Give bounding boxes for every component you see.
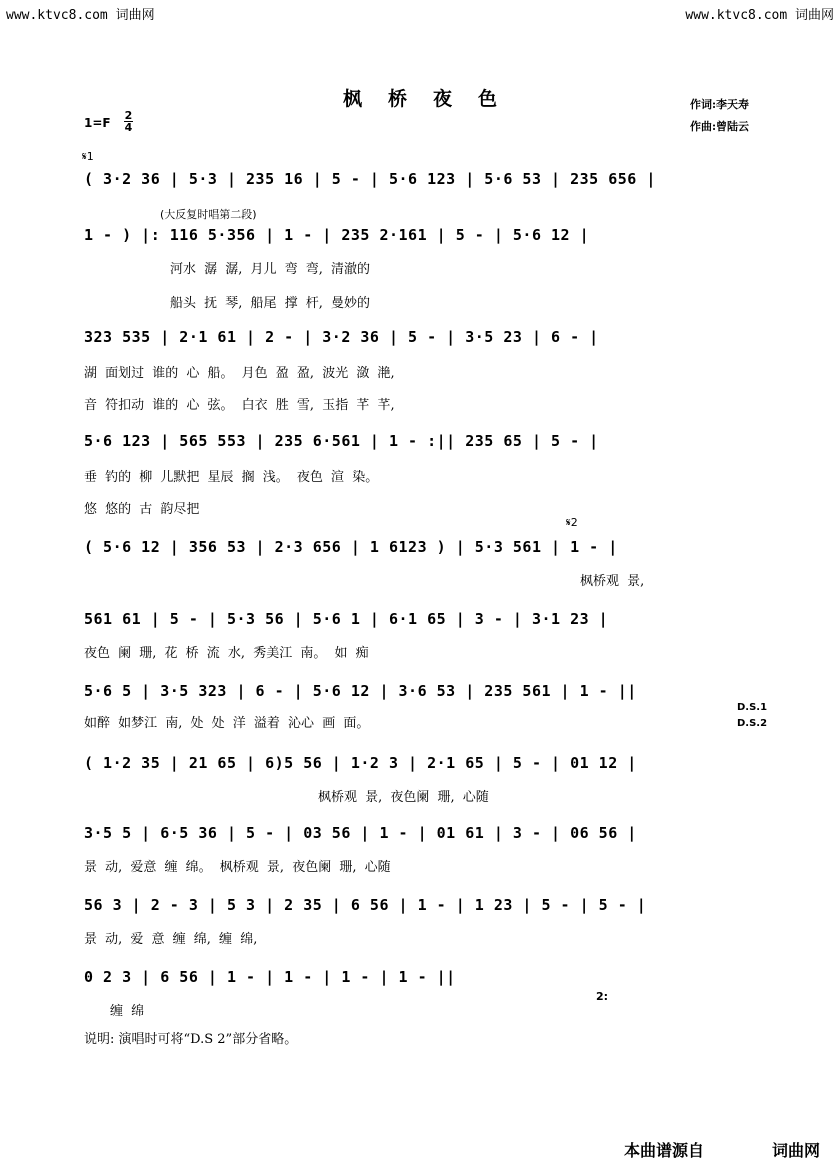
ds-1-mark: D.S.1 (737, 702, 768, 713)
lyrics-verse1-line-2: 河水 潺 潺, 月儿 弯 弯, 清澈的 (170, 262, 371, 277)
lyrics-line-11: 缠 绵 (110, 1004, 145, 1019)
notation-line-2: 1 - ) |: 116 5·356 | 1 - | 235 2·161 | 5 - | 5·6 12 | (84, 226, 590, 244)
lyrics-line-7: 如醉 如梦江 南, 处 处 洋 溢着 沁心 画 面。 (84, 716, 370, 731)
notation-line-5: ( 5·6 12 | 356 53 | 2·3 656 | 1 6123 ) | 5·3 561 | 1 - | (84, 538, 618, 556)
lyrics-verse1-line-4: 垂 钓的 柳 儿默把 星辰 搁 浅。 夜色 渲 染。 (84, 470, 379, 485)
lyrics-verse2-line-3: 音 符扣动 谁的 心 弦。 白衣 胜 雪, 玉指 芊 芊, (84, 398, 395, 413)
lyrics-line-10: 景 动, 爱 意 缠 绵, 缠 绵, (84, 932, 258, 947)
composer-credit: 作曲:曾陆云 (690, 120, 750, 133)
key-signature: 1=F (84, 116, 111, 130)
notation-line-4: 5·6 123 | 565 553 | 235 6·561 | 1 - :|| 235 65 | 5 - | (84, 432, 599, 450)
lyrics-line-5: 枫桥观 景, (580, 574, 645, 589)
notation-line-6: 561 61 | 5 - | 5·3 56 | 5·6 1 | 6·1 65 | 3 - | 3·1 23 | (84, 610, 609, 628)
lyricist-credit: 作词:李天寿 (690, 98, 750, 111)
time-signature-top: 2 (124, 109, 133, 122)
notation-line-10: 56 3 | 2 - 3 | 5 3 | 2 35 | 6 56 | 1 - | 1 23 | 5 - | 5 - | (84, 896, 647, 914)
repeat-instruction: (大反复时唱第二段) (160, 208, 257, 221)
song-title: 枫桥夜色 (342, 88, 523, 110)
notation-line-9: 3·5 5 | 6·5 36 | 5 - | 03 56 | 1 - | 01 61 | 3 - | 06 56 | (84, 824, 637, 842)
page-marker: 2: (596, 990, 609, 1003)
explanation-note: 说明: 演唱时可将“D.S 2”部分省略。 (84, 1032, 298, 1047)
lyrics-line-9: 景 动, 爱意 缠 绵。 枫桥观 景, 夜色阑 珊, 心随 (84, 860, 391, 875)
watermark-right: www.ktvc8.com 词曲网 (685, 8, 834, 23)
notation-line-8: ( 1·2 35 | 21 65 | 6)5 56 | 1·2 3 | 2·1 65 | 5 - | 01 12 | (84, 754, 637, 772)
segno-1-mark: 𝄋1 (82, 150, 94, 163)
footer-site-link[interactable]: 词曲网 (772, 1143, 821, 1160)
lyrics-verse2-line-2: 船头 抚 琴, 船尾 撑 杆, 曼妙的 (170, 296, 371, 311)
segno-2-mark: 𝄋2 (566, 516, 578, 529)
footer-source-label: 本曲谱源自 (624, 1143, 705, 1160)
lyrics-line-8: 枫桥观 景, 夜色阑 珊, 心随 (318, 790, 489, 805)
ds-2-mark: D.S.2 (737, 718, 768, 729)
lyrics-verse2-line-4: 悠 悠的 古 韵尽把 (84, 502, 200, 517)
notation-line-1: ( 3·2 36 | 5·3 | 235 16 | 5 - | 5·6 123 | 5·6 53 | 235 656 | (84, 170, 656, 188)
watermark-left: www.ktvc8.com 词曲网 (6, 8, 155, 23)
lyrics-line-6: 夜色 阑 珊, 花 桥 流 水, 秀美江 南。 如 痴 (84, 646, 369, 661)
lyrics-verse1-line-3: 湖 面划过 谁的 心 船。 月色 盈 盈, 波光 潋 滟, (84, 366, 395, 381)
time-signature (124, 110, 133, 133)
notation-line-11: 0 2 3 | 6 56 | 1 - | 1 - | 1 - | 1 - || (84, 968, 456, 986)
time-signature-bottom: 4 (124, 121, 133, 134)
notation-line-3: 323 535 | 2·1 61 | 2 - | 3·2 36 | 5 - | 3·5 23 | 6 - | (84, 328, 599, 346)
notation-line-7: 5·6 5 | 3·5 323 | 6 - | 5·6 12 | 3·6 53 | 235 561 | 1 - || (84, 682, 637, 700)
